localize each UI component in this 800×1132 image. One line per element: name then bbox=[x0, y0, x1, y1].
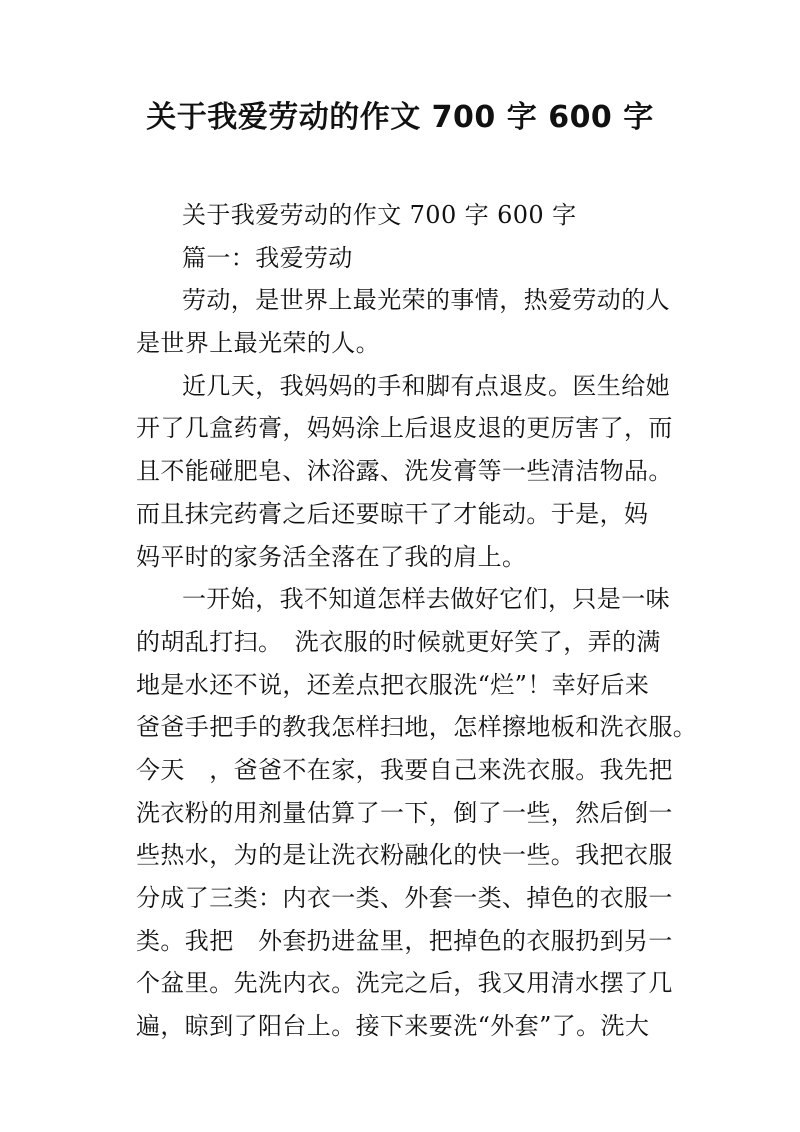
text-line: 洗衣粉的用剂量估算了一下，倒了一些，然后倒一 bbox=[136, 798, 673, 827]
text-line: 劳动，是世界上最光荣的事情，热爱劳动的人 bbox=[182, 286, 670, 315]
text-line: 爸爸手把手的教我怎样扫地，怎样擦地板和洗衣服。 bbox=[136, 713, 698, 742]
text-line: 妈平时的家务活全落在了我的肩上。 bbox=[136, 542, 527, 571]
text-line: 的胡乱打扫。 洗衣服的时候就更好笑了，弄的满 bbox=[136, 627, 661, 656]
text-line: 类。我把 外套扔进盆里，把掉色的衣服扔到另一 bbox=[136, 926, 673, 955]
text-line: 一开始，我不知道怎样去做好它们，只是一味 bbox=[182, 585, 670, 614]
text-line: 个盆里。先洗内衣。洗完之后，我又用清水摆了几 bbox=[136, 969, 673, 998]
text-line: 遍，晾到了阳台上。接下来要洗“外套”了。洗大 bbox=[136, 1012, 650, 1041]
text-line: 些热水，为的是让洗衣粉融化的快一些。我把衣服 bbox=[136, 841, 673, 870]
text-line: 地是水还不说，还差点把衣服洗“烂”！幸好后来 bbox=[136, 670, 650, 699]
text-line: 今天 ，爸爸不在家，我要自己来洗衣服。我先把 bbox=[136, 755, 673, 784]
text-line: 篇一：我爱劳动 bbox=[182, 243, 353, 272]
text-line: 而且抹完药膏之后还要晾干了才能动。于是，妈 bbox=[136, 499, 649, 528]
document-title: 关于我爱劳动的作文 700 字 600 字 bbox=[146, 100, 654, 135]
text-line: 是世界上最光荣的人。 bbox=[136, 329, 380, 358]
text-line: 关于我爱劳动的作文 700 字 600 字 bbox=[182, 201, 577, 229]
document-body bbox=[136, 194, 698, 1048]
text-line: 近几天，我妈妈的手和脚有点退皮。医生给她 bbox=[182, 371, 670, 400]
text-line: 开了几盒药膏，妈妈涂上后退皮退的更厉害了，而 bbox=[136, 414, 673, 443]
text-line: 分成了三类：内衣一类、外套一类、掉色的衣服一 bbox=[136, 884, 673, 912]
text-line: 且不能碰肥皂、沐浴露、洗发膏等一些清洁物品。 bbox=[136, 457, 673, 486]
